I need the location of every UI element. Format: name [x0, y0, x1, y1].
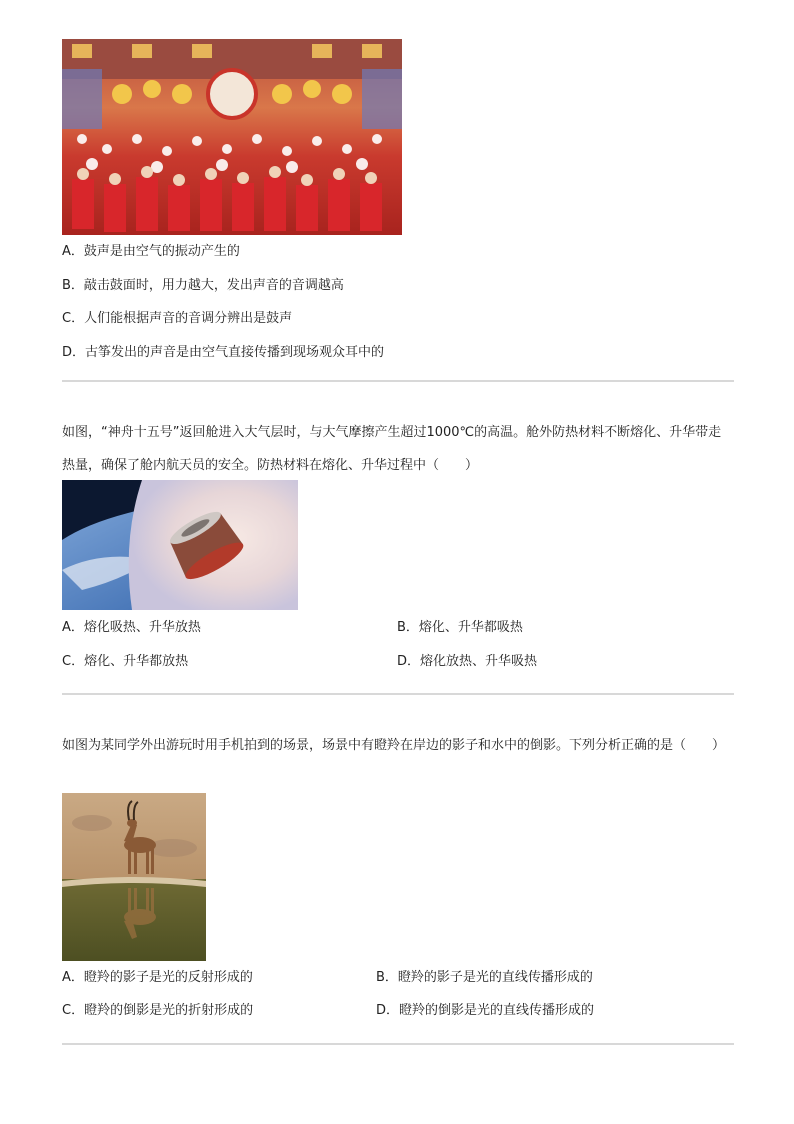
q3-option-a: A．瞪羚的影子是光的反射形成的	[62, 970, 253, 985]
q1-option-a: A．鼓声是由空气的振动产生的	[62, 244, 240, 259]
spacecraft-reentry-photo	[62, 480, 298, 610]
gazelle-reflection-photo	[62, 793, 206, 961]
drum-performance-photo	[62, 39, 402, 235]
q1-option-d: D．古筝发出的声音是由空气直接传播到现场观众耳中的	[62, 345, 385, 360]
q3-option-b: B．瞪羚的影子是光的直线传播形成的	[376, 970, 593, 985]
q1-option-b: B．敲击鼓面时，用力越大，发出声音的音调越高	[62, 278, 344, 293]
q1-option-c: C．人们能根据声音的音调分辨出是鼓声	[62, 311, 293, 326]
divider	[62, 380, 734, 382]
divider	[62, 693, 734, 695]
q3-option-c: C．瞪羚的倒影是光的折射形成的	[62, 1003, 254, 1018]
q3-stem: 如图为某同学外出游玩时用手机拍到的场景，场景中有瞪羚在岸边的影子和水中的倒影。下列分析正确的是（ ）	[62, 738, 726, 753]
divider	[62, 1043, 734, 1045]
q2-option-d: D．熔化放热、升华吸热	[397, 654, 538, 669]
q2-option-a: A．熔化吸热、升华放热	[62, 620, 201, 635]
q2-option-b: B．熔化、升华都吸热	[397, 620, 523, 635]
q3-option-d: D．瞪羚的倒影是光的直线传播形成的	[376, 1003, 595, 1018]
q2-option-c: C．熔化、升华都放热	[62, 654, 189, 669]
q2-stem: 如图，“神舟十五号”返回舱进入大气层时，与大气摩擦产生超过1000℃的高温。舱外防热材料不断熔化、升华带走热量，确保了舱内航天员的安全。防热材料在熔化、升华过程中（ ）	[62, 425, 722, 473]
